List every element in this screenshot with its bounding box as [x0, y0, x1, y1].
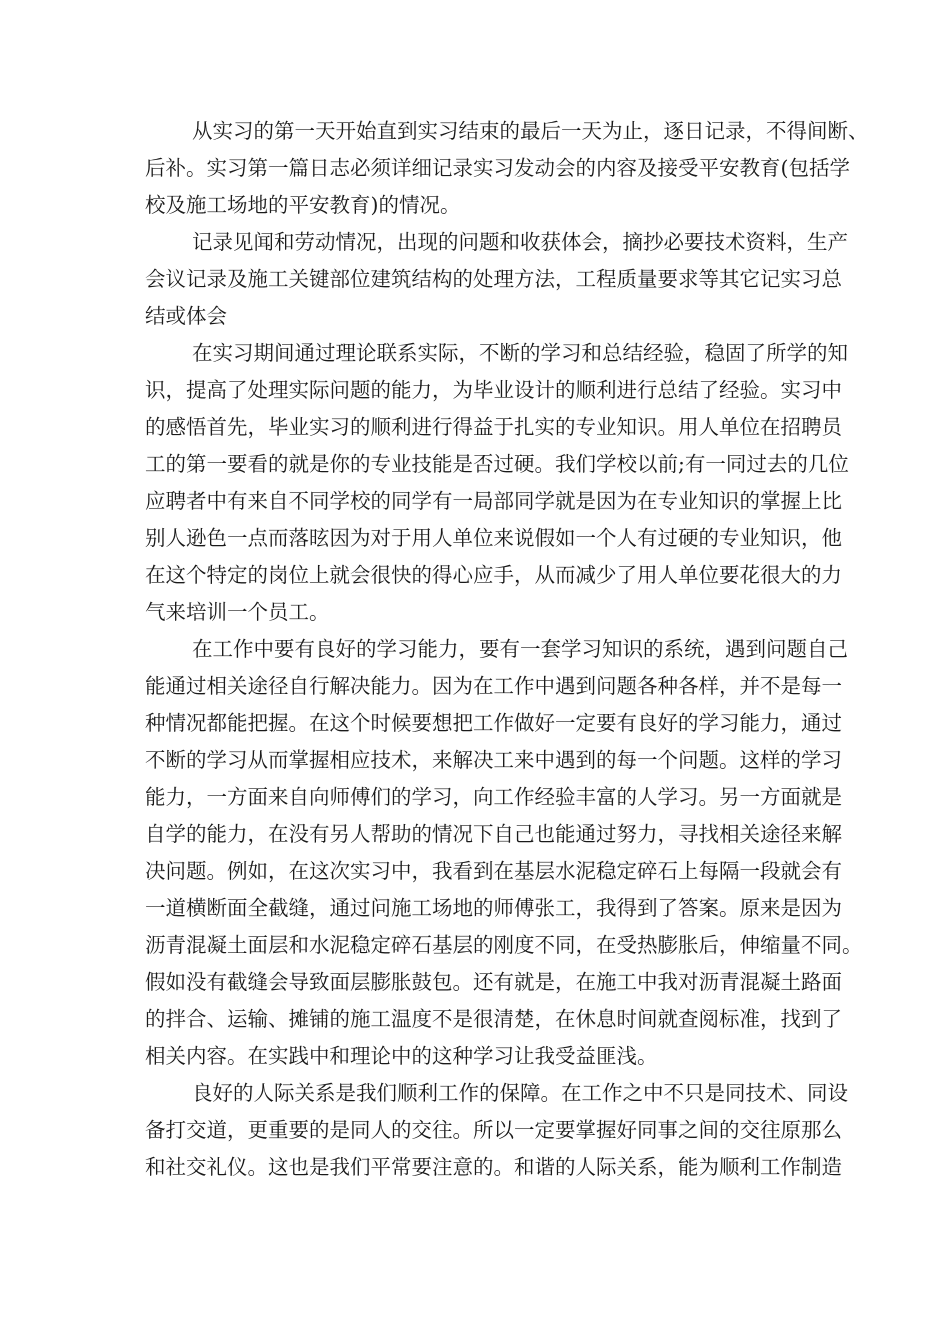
- text-line: 自学的能力，在没有另人帮助的情况下自己也能通过努力，寻找相关途径来解: [145, 822, 842, 846]
- text-line: 识，提高了处理实际问题的能力，为毕业设计的顺利进行总结了经验。实习中: [145, 378, 842, 402]
- text-line: 结或体会: [145, 304, 227, 328]
- text-line: 从实习的第一天开始直到实习结束的最后一天为止，逐日记录，不得间断、: [192, 119, 869, 143]
- text-line: 会议记录及施工关键部位建筑结构的处理方法，工程质量要求等其它记实习总: [145, 267, 842, 291]
- text-line: 备打交道，更重要的是同人的交往。所以一定要掌握好同事之间的交往原那么: [145, 1118, 842, 1142]
- text-line: 良好的人际关系是我们顺利工作的保障。在工作之中不只是同技术、同设: [192, 1081, 848, 1105]
- text-line: 相关内容。在实践中和理论中的这种学习让我受益匪浅。: [145, 1044, 658, 1068]
- text-line: 沥青混凝土面层和水泥稳定碎石基层的刚度不同，在受热膨胀后，伸缩量不同。: [145, 933, 863, 957]
- text-line: 假如没有截缝会导致面层膨胀鼓包。还有就是，在施工中我对沥青混凝土路面: [145, 970, 842, 994]
- text-line: 工的第一要看的就是你的专业技能是否过硬。我们学校以前;有一同过去的几位: [145, 452, 849, 476]
- text-line: 在工作中要有良好的学习能力，要有一套学习知识的系统，遇到问题自己: [192, 637, 848, 661]
- text-line: 应聘者中有来自不同学校的同学有一局部同学就是因为在专业知识的掌握上比: [145, 489, 842, 513]
- text-line: 记录见闻和劳动情况，出现的问题和收获体会，摘抄必要技术资料，生产: [192, 230, 848, 254]
- text-line: 的感悟首先，毕业实习的顺利进行得益于扎实的专业知识。用人单位在招聘员: [145, 415, 842, 439]
- text-line: 在这个特定的岗位上就会很快的得心应手，从而减少了用人单位要花很大的力: [145, 563, 842, 587]
- text-line: 能力，一方面来自向师傅们的学习，向工作经验丰富的人学习。另一方面就是: [145, 785, 842, 809]
- text-line: 校及施工场地的平安教育)的情况。: [145, 193, 461, 217]
- text-line: 种情况都能把握。在这个时候要想把工作做好一定要有良好的学习能力，通过: [145, 711, 842, 735]
- text-line: 一道横断面全截缝，通过问施工场地的师傅张工，我得到了答案。原来是因为: [145, 896, 842, 920]
- text-line: 在实习期间通过理论联系实际，不断的学习和总结经验，稳固了所学的知: [192, 341, 848, 365]
- text-line: 后补。实习第一篇日志必须详细记录实习发动会的内容及接受平安教育(包括学: [145, 156, 850, 180]
- text-line: 的拌合、运输、摊铺的施工温度不是很清楚，在休息时间就查阅标准，找到了: [145, 1007, 842, 1031]
- text-line: 能通过相关途径自行解决能力。因为在工作中遇到问题各种各样，并不是每一: [145, 674, 842, 698]
- text-line: 气来培训一个员工。: [145, 600, 330, 624]
- text-line: 和社交礼仪。这也是我们平常要注意的。和谐的人际关系，能为顺利工作制造: [145, 1155, 842, 1179]
- text-line: 决问题。例如，在这次实习中，我看到在基层水泥稳定碎石上每隔一段就会有: [145, 859, 842, 883]
- text-line: 不断的学习从而掌握相应技术，来解决工来中遇到的每一个问题。这样的学习: [145, 748, 842, 772]
- text-line: 别人逊色一点而落昡因为对于用人单位来说假如一个人有过硬的专业知识，他: [145, 526, 842, 550]
